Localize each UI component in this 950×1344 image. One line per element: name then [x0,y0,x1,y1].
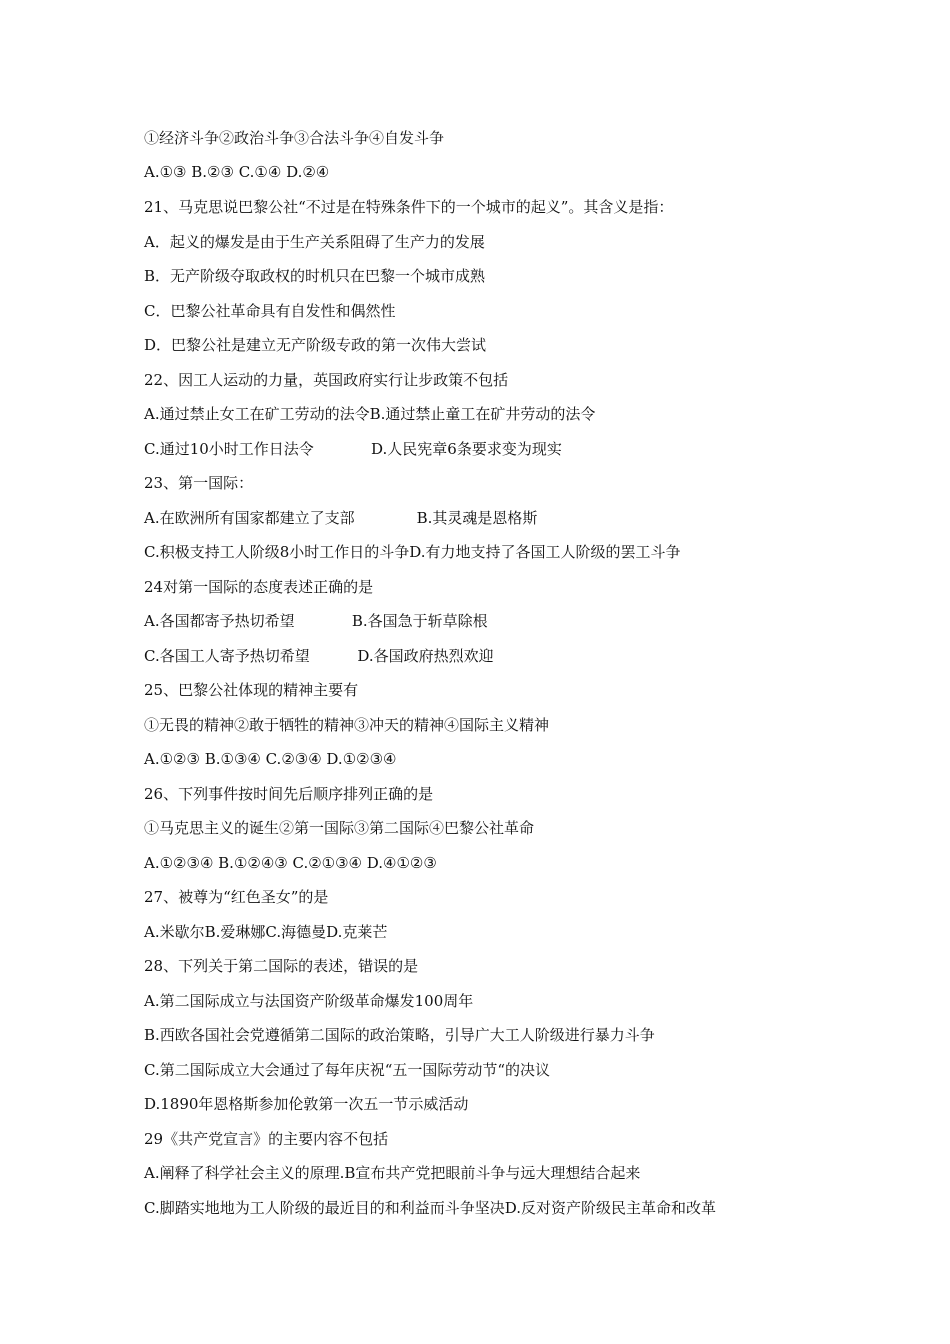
answer-option: A.米歇尔B.爱琳娜C.海德曼D.克莱芒 [144,923,388,941]
answer-option: B.西欧各国社会党遵循第二国际的政治策略，引导广大工人阶级进行暴力斗争 [144,1026,655,1044]
answer-option: A.阐释了科学社会主义的原理.B宣布共产党把眼前斗争与远大理想结合起来 [144,1164,641,1182]
question-stem: 25、巴黎公社体现的精神主要有 [144,681,359,699]
answer-option: C.各国工人寄予热切希望 D.各国政府热烈欢迎 [144,647,494,665]
text-line: ①马克思主义的诞生②第一国际③第二国际④巴黎公社革命 [144,819,535,837]
answer-option: C.通过10小时工作日法令 D.人民宪章6条要求变为现实 [144,440,562,458]
question-stem: 21、马克思说巴黎公社“不过是在特殊条件下的一个城市的起义”。其含义是指： [144,198,674,216]
question-stem: 22、因工人运动的力量，英国政府实行让步政策不包括 [144,371,509,389]
answer-option: C．巴黎公社革命具有自发性和偶然性 [144,302,396,320]
question-stem: 26、下列事件按时间先后顺序排列正确的是 [144,785,434,803]
question-stem: 24对第一国际的态度表述正确的是 [144,578,374,596]
question-stem: 28、下列关于第二国际的表述，错误的是 [144,957,419,975]
answer-option: A.①②③④ B.①②④③ C.②①③④ D.④①②③ [144,854,437,872]
question-stem: 29《共产党宣言》的主要内容不包括 [144,1130,389,1148]
answer-option: A.在欧洲所有国家都建立了支部 B.其灵魂是恩格斯 [144,509,538,527]
answer-option: A.各国都寄予热切希望 B.各国急于斩草除根 [144,612,488,630]
answer-option: D.1890年恩格斯参加伦敦第一次五一节示威活动 [144,1095,469,1113]
answer-option: B．无产阶级夺取政权的时机只在巴黎一个城市成熟 [144,267,486,285]
text-line: ①经济斗争②政治斗争③合法斗争④自发斗争 [144,129,445,147]
text-line: A.①③ B.②③ C.①④ D.②④ [144,163,330,181]
answer-option: D．巴黎公社是建立无产阶级专政的第一次伟大尝试 [144,336,487,354]
answer-option: C.第二国际成立大会通过了每年庆祝“五一国际劳动节“的决议 [144,1061,551,1079]
question-stem: 23、第一国际： [144,474,254,492]
answer-option: A．起义的爆发是由于生产关系阻碍了生产力的发展 [144,233,485,251]
answer-option: C.积极支持工人阶级8小时工作日的斗争D.有力地支持了各国工人阶级的罢工斗争 [144,543,681,561]
answer-option: C.脚踏实地地为工人阶级的最近目的和利益而斗争坚决D.反对资产阶级民主革命和改革 [144,1199,716,1217]
answer-option: A.第二国际成立与法国资产阶级革命爆发100周年 [144,992,474,1010]
question-stem: 27、被尊为“红色圣女”的是 [144,888,329,906]
answer-option: A.①②③ B.①③④ C.②③④ D.①②③④ [144,750,397,768]
text-line: ①无畏的精神②敢于牺牲的精神③冲天的精神④国际主义精神 [144,716,550,734]
answer-option: A.通过禁止女工在矿工劳动的法令B.通过禁止童工在矿井劳动的法令 [144,405,596,423]
